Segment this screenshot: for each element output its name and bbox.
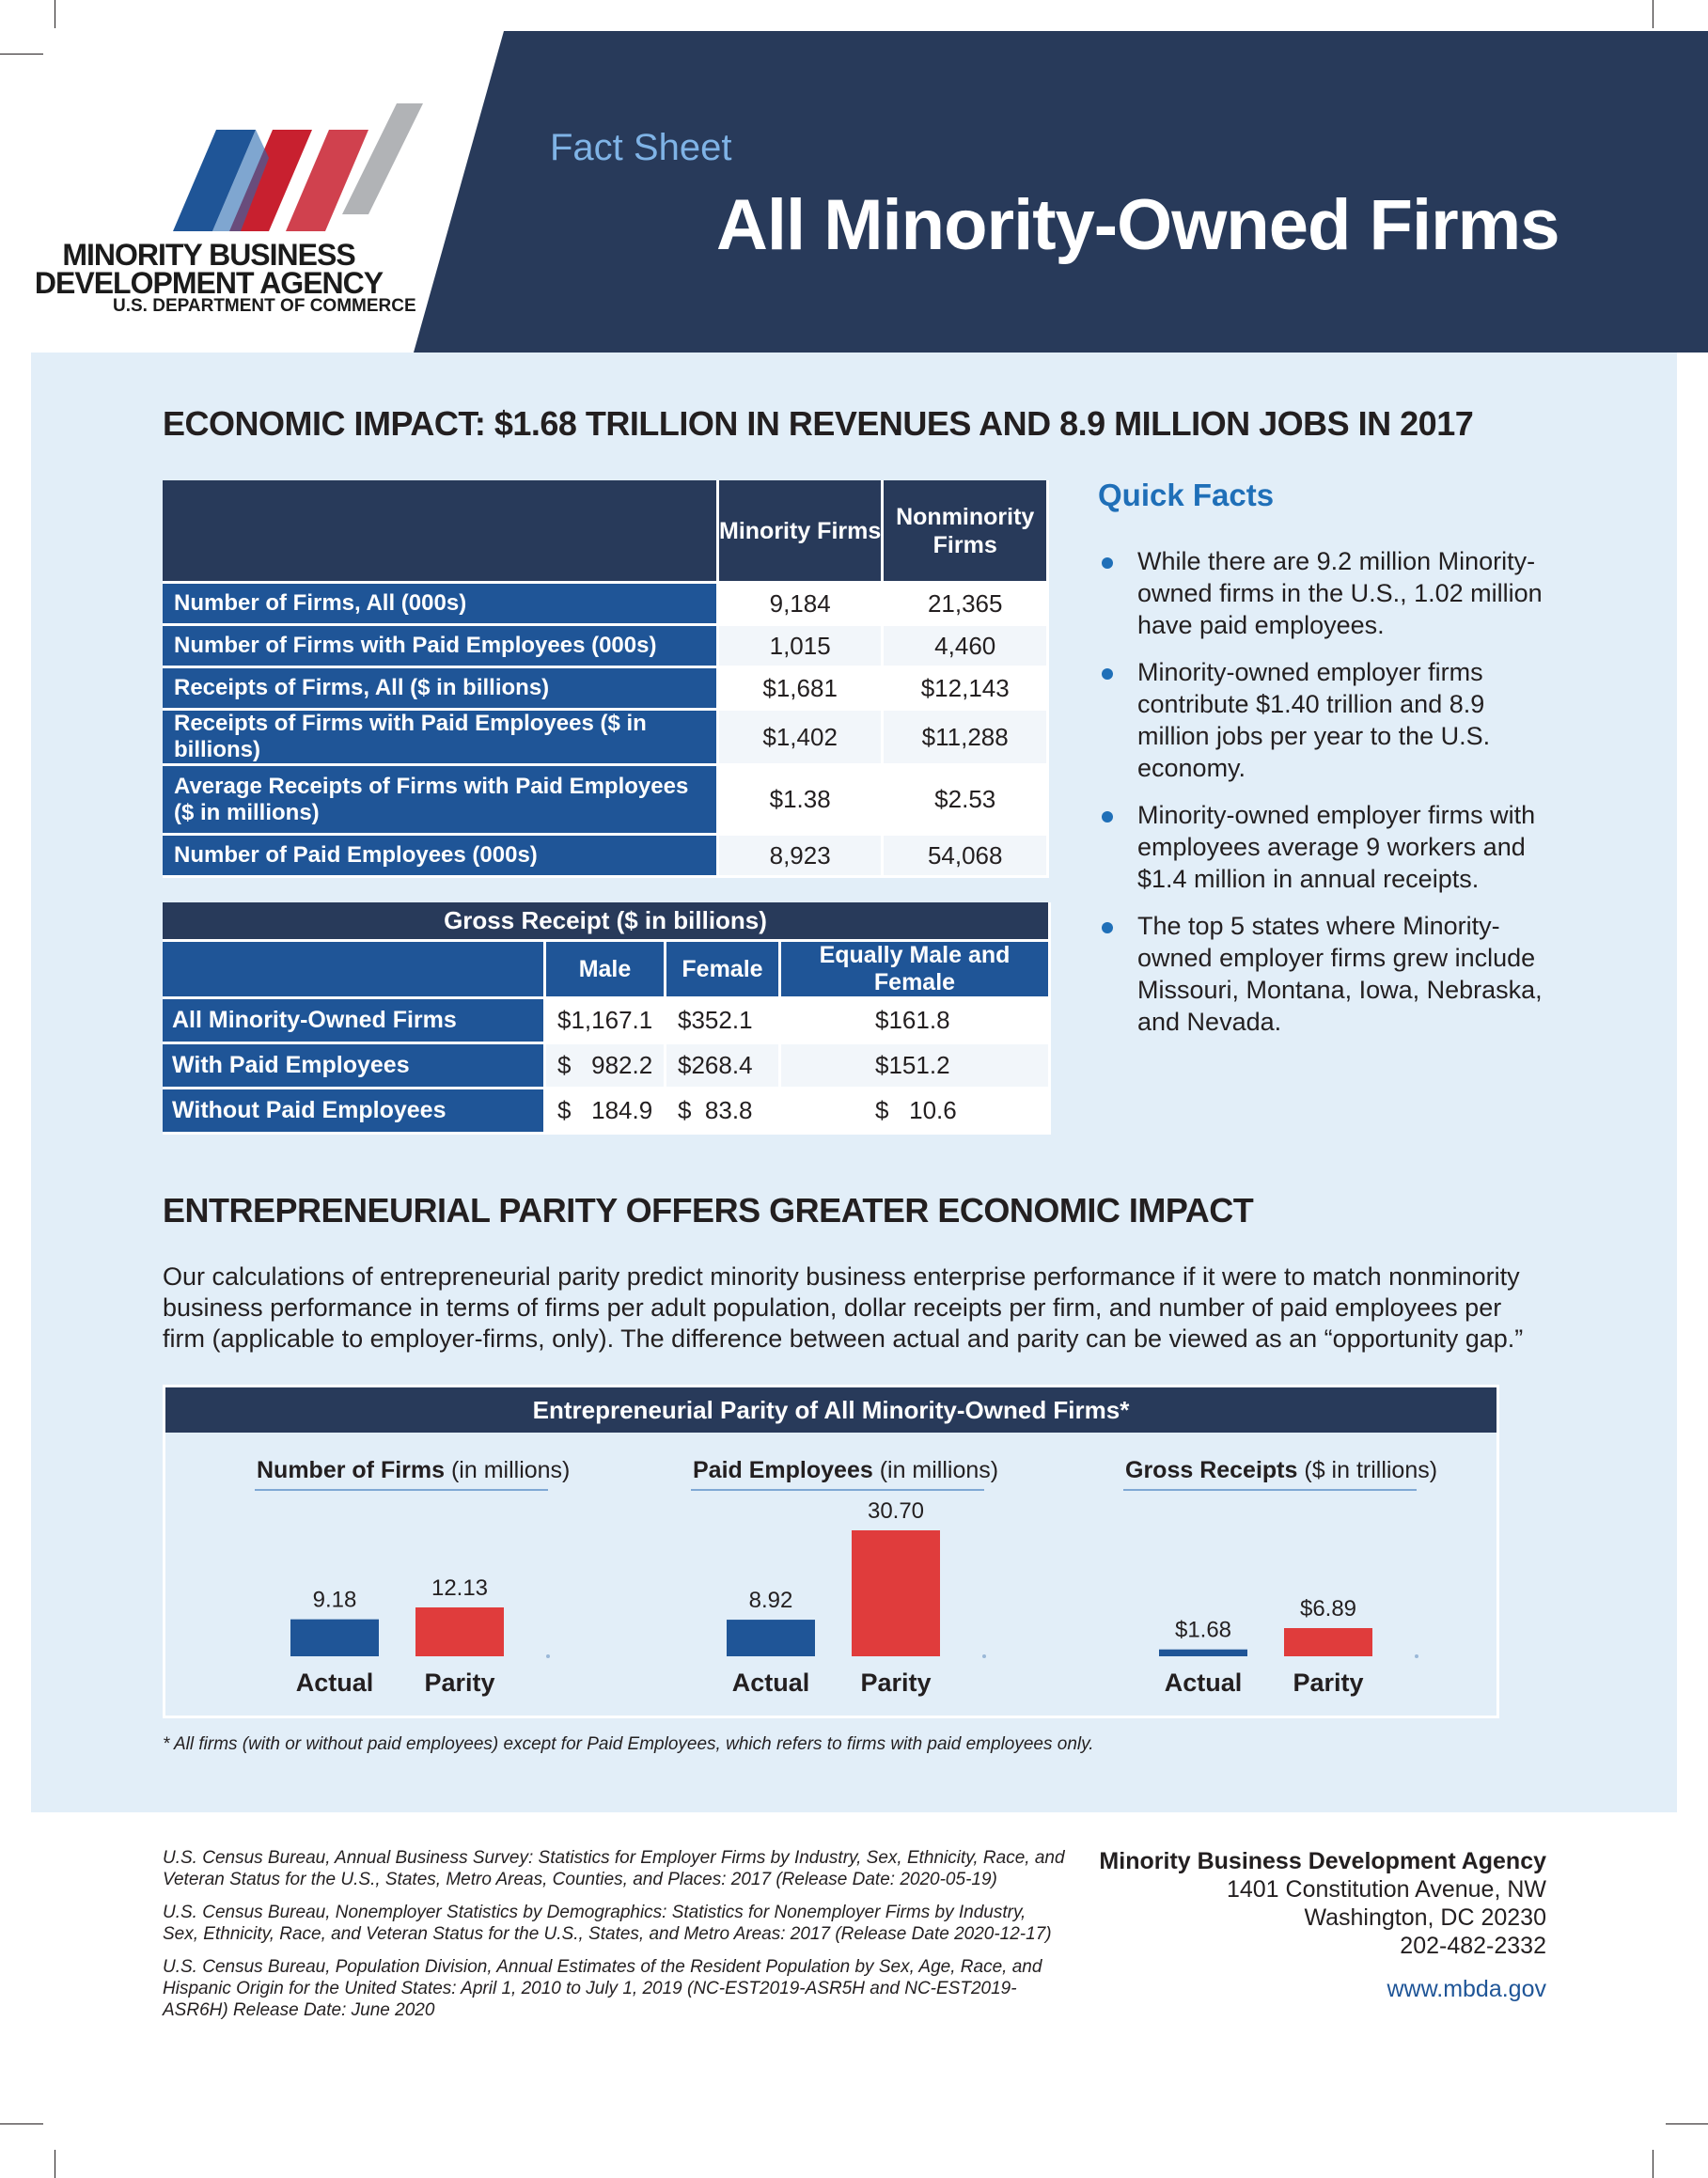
male-value: $ 184.9: [546, 1089, 666, 1135]
contact-phone: 202-482-2332: [1400, 1933, 1546, 1959]
column-header-female: Female: [666, 942, 781, 999]
data-label: $1.68: [1174, 1617, 1232, 1643]
female-value: $352.1: [666, 999, 781, 1044]
crop-mark: [0, 54, 43, 55]
row-label: Receipts of Firms, All ($ in billions): [163, 668, 719, 711]
data-label: $6.89: [1299, 1596, 1357, 1622]
axis-dot: [1415, 1654, 1418, 1658]
parity-paragraph: Our calculations of entrepreneurial parity predict minority business enterprise performance if it were to match nonminority business performance in terms of firms per adult population, dollar receipts per firm, and number of paid employees per firm (applicable to employer-firms, only). The difference between actual and parity can be viewed as an “opportunity gap.”: [163, 1262, 1524, 1353]
bar-parity: [852, 1530, 940, 1656]
source-citation: U.S. Census Bureau, Nonemployer Statistics by Demographics: Statistics for Nonemployer Firms by Industry, Sex, Ethnicity, Race, and Veteran Status for the U.S., States, and Metro Areas: 2017 (Release Date 2020-12-17): [163, 1903, 1052, 1944]
contact-address-line1: 1401 Constitution Avenue, NW: [1226, 1876, 1546, 1903]
chart-subtitle: [693, 1457, 998, 1483]
chart-subtitle-unit: (in millions): [445, 1457, 571, 1483]
female-value: $268.4: [666, 1044, 781, 1089]
gross-table-title: Gross Receipt ($ in billions): [163, 902, 1051, 942]
bar-actual: [727, 1620, 815, 1656]
chart-footnote: * All firms (with or without paid employees) except for Paid Employees, which refers to firms with paid employees only.: [163, 1734, 1094, 1754]
nonminority-value: $2.53: [884, 766, 1049, 836]
bullet-icon: [1102, 557, 1113, 569]
column-header-nonminority: Nonminority Firms: [884, 480, 1049, 584]
contact-address-line2: Washington, DC 20230: [1304, 1904, 1546, 1931]
quick-fact-text: The top 5 states where Minority-owned employer firms grew include Missouri, Montana, Iowa, Nebraska, and Nevada.: [1137, 912, 1543, 1036]
minority-value: 9,184: [719, 584, 885, 626]
logo-line1: MINORITY BUSINESS: [62, 238, 355, 272]
row-label: Without Paid Employees: [163, 1089, 546, 1135]
list-item: [1098, 656, 1559, 784]
row-label: All Minority-Owned Firms: [163, 999, 546, 1044]
contact-org: Minority Business Development Agency: [1099, 1848, 1546, 1874]
table-row: [163, 1089, 1051, 1135]
category-label: Parity: [860, 1669, 932, 1697]
equal-value: $161.8: [781, 999, 1051, 1044]
column-header-male: Male: [546, 942, 666, 999]
female-value: $ 83.8: [666, 1089, 781, 1135]
data-label: 8.92: [748, 1588, 793, 1614]
chart-subtitle-bold: Number of Firms: [257, 1457, 446, 1483]
logo-line2: DEVELOPMENT AGENCY: [34, 266, 384, 300]
minority-value: 8,923: [719, 836, 885, 878]
minority-value: $1.38: [719, 766, 885, 836]
chart-title: Entrepreneurial Parity of All Minority-Owned Firms*: [165, 1387, 1496, 1433]
data-label: 30.70: [867, 1498, 925, 1524]
data-label: 9.18: [312, 1587, 357, 1613]
gross-receipt-table: [163, 902, 1051, 1135]
equal-value: $151.2: [781, 1044, 1051, 1089]
quick-fact-text: Minority-owned employer firms contribute $1.40 trillion and 8.9 million jobs per year to the U.S. economy.: [1137, 658, 1491, 782]
parity-heading: ENTREPRENEURIAL PARITY OFFERS GREATER ECONOMIC IMPACT: [163, 1191, 1254, 1230]
quick-facts-title: Quick Facts: [1098, 478, 1275, 512]
quick-fact-text: While there are 9.2 million Minority-owned firms in the U.S., 1.02 million have paid employees.: [1137, 547, 1543, 639]
column-header-equal: Equally Male and Female: [781, 942, 1051, 999]
bar-actual: [290, 1620, 379, 1656]
row-label: With Paid Employees: [163, 1044, 546, 1089]
table-row: [163, 584, 1049, 626]
minority-value: $1,402: [719, 711, 885, 766]
table-row: [163, 766, 1049, 836]
category-label: Parity: [1293, 1669, 1364, 1697]
source-citation: U.S. Census Bureau, Population Division, Annual Estimates of the Resident Population by Sex, Age, Race, and Hispanic Origin for the United States: April 1, 2010 to July 1, 2019 (NC-EST2019-ASR5H and NC-EST2019-ASR6H) Release Date: June 2020: [163, 1957, 1042, 2020]
parity-chart-svg: [165, 1387, 1496, 1716]
source-citation: U.S. Census Bureau, Annual Business Survey: Statistics for Employer Firms by Industry, Sex, Ethnicity, Race, and Veteran Status for the U.S., States, Metro Areas, Counties, and Places: 2017 (Release Date: 2020-05-19): [163, 1848, 1065, 1889]
website-link[interactable]: www.mbda.gov: [1387, 1976, 1546, 2002]
bullet-icon: [1102, 668, 1113, 680]
category-label: Actual: [295, 1669, 374, 1697]
chart-subtitle-unit: ($ in trillions): [1297, 1457, 1438, 1483]
crop-mark: [1666, 2123, 1708, 2124]
mbda-logo-icon: [150, 102, 432, 233]
bar-parity: [1284, 1628, 1372, 1656]
row-label: Receipts of Firms with Paid Employees ($ in billions): [163, 711, 719, 766]
nonminority-value: $11,288: [884, 711, 1049, 766]
table-row: [163, 999, 1051, 1044]
list-item: [1098, 545, 1559, 641]
table-header-blank: [163, 480, 719, 584]
male-value: $ 982.2: [546, 1044, 666, 1089]
nonminority-value: 54,068: [884, 836, 1049, 878]
chart-subtitle: [1125, 1457, 1437, 1483]
chart-subtitle-bold: Gross Receipts: [1125, 1457, 1298, 1483]
chart-subtitle-unit: (in millions): [872, 1457, 999, 1483]
row-label: Number of Firms, All (000s): [163, 584, 719, 626]
category-label: Actual: [1164, 1669, 1243, 1697]
contact-block: [1099, 1847, 1546, 2003]
axis-dot: [982, 1654, 986, 1658]
logo-line3: U.S. DEPARTMENT OF COMMERCE: [113, 296, 416, 316]
crop-mark: [0, 2123, 43, 2124]
table-row: [163, 626, 1049, 668]
table-row: [163, 668, 1049, 711]
nonminority-value: 21,365: [884, 584, 1049, 626]
table-row: [163, 836, 1049, 878]
bar-actual: [1159, 1650, 1247, 1656]
sources: [163, 1847, 1065, 2032]
header-eyebrow: Fact Sheet: [550, 127, 732, 168]
quick-fact-text: Minority-owned employer firms with employees average 9 workers and $1.4 million in annual receipts.: [1137, 801, 1536, 893]
equal-value: $ 10.6: [781, 1089, 1051, 1135]
row-label: Number of Firms with Paid Employees (000s): [163, 626, 719, 668]
economic-table: [163, 480, 1049, 878]
nonminority-value: $12,143: [884, 668, 1049, 711]
row-label: Average Receipts of Firms with Paid Employees ($ in millions): [163, 766, 719, 836]
category-label: Actual: [731, 1669, 810, 1697]
column-header-minority: Minority Firms: [719, 480, 885, 584]
parity-chart: [163, 1385, 1499, 1718]
row-label: Number of Paid Employees (000s): [163, 836, 719, 878]
table-row: [163, 711, 1049, 766]
minority-value: 1,015: [719, 626, 885, 668]
male-value: $1,167.1: [546, 999, 666, 1044]
page-title: All Minority-Owned Firms: [716, 185, 1559, 265]
axis-dot: [546, 1654, 550, 1658]
category-label: Parity: [424, 1669, 495, 1697]
bullet-icon: [1102, 811, 1113, 823]
bar-parity: [415, 1607, 504, 1656]
table-row: [163, 1044, 1051, 1089]
list-item: [1098, 799, 1559, 895]
minority-value: $1,681: [719, 668, 885, 711]
table-header-blank: [163, 942, 546, 999]
list-item: [1098, 910, 1559, 1038]
nonminority-value: 4,460: [884, 626, 1049, 668]
economic-heading: ECONOMIC IMPACT: $1.68 TRILLION IN REVENUES AND 8.9 MILLION JOBS IN 2017: [163, 404, 1474, 443]
data-label: 12.13: [431, 1575, 489, 1601]
bullet-icon: [1102, 922, 1113, 933]
chart-subtitle-bold: Paid Employees: [693, 1457, 873, 1483]
chart-subtitle: [257, 1457, 570, 1483]
quick-facts-list: [1098, 545, 1559, 1053]
